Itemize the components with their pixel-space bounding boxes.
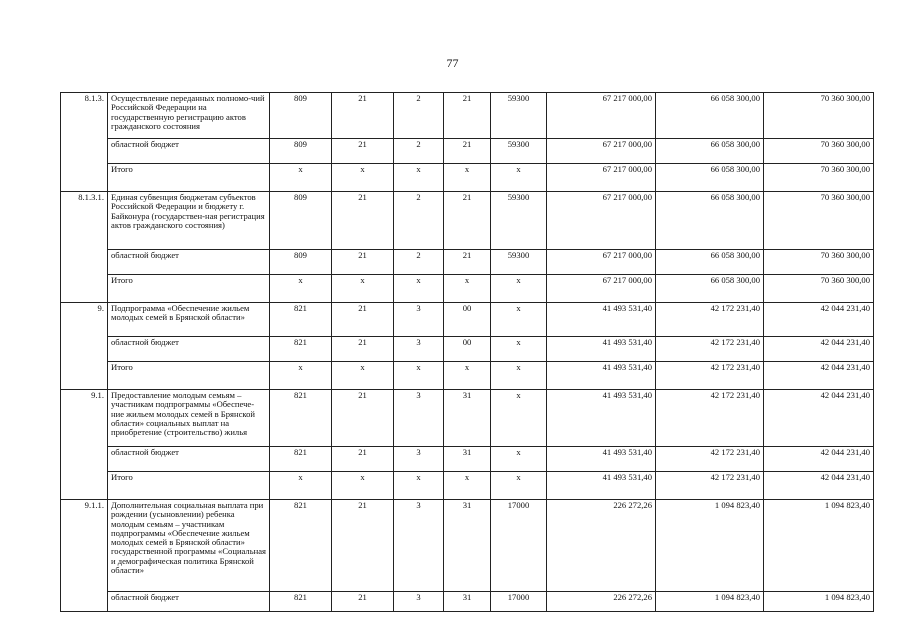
amount-year-1: 41 493 531,40	[547, 447, 656, 472]
amount-year-1: 67 217 000,00	[547, 275, 656, 303]
code-grbs: 821	[270, 592, 332, 612]
amount-year-3: 70 360 300,00	[764, 250, 874, 275]
code-grbs: 821	[270, 337, 332, 362]
amount-year-1: 41 493 531,40	[547, 362, 656, 390]
amount-year-2: 1 094 823,40	[656, 500, 764, 592]
amount-year-2: 66 058 300,00	[656, 93, 764, 139]
table-row	[61, 164, 874, 192]
code-direction: 17000	[491, 592, 547, 612]
code-program: 21	[332, 500, 394, 592]
code-main-event: 21	[444, 192, 491, 250]
amount-year-1: 226 272,26	[547, 500, 656, 592]
code-direction: 59300	[491, 192, 547, 250]
code-program: x	[332, 275, 394, 303]
table-row	[61, 447, 874, 472]
code-grbs: x	[270, 275, 332, 303]
table-row	[61, 303, 874, 337]
code-program: 21	[332, 192, 394, 250]
amount-year-3: 42 044 231,40	[764, 390, 874, 447]
amount-year-2: 66 058 300,00	[656, 250, 764, 275]
code-program: 21	[332, 337, 394, 362]
amount-year-1: 67 217 000,00	[547, 139, 656, 164]
code-subprogram: x	[394, 164, 444, 192]
table-row	[61, 390, 874, 447]
code-subprogram: 3	[394, 500, 444, 592]
row-label: областной бюджет	[108, 250, 270, 275]
amount-year-2: 42 172 231,40	[656, 390, 764, 447]
amount-year-2: 42 172 231,40	[656, 337, 764, 362]
code-program: 21	[332, 250, 394, 275]
code-subprogram: 3	[394, 303, 444, 337]
row-label: Итого	[108, 362, 270, 390]
code-grbs: 809	[270, 93, 332, 139]
row-number: 8.1.3.1.	[61, 192, 108, 303]
code-program: 21	[332, 447, 394, 472]
code-direction: x	[491, 447, 547, 472]
code-main-event: x	[444, 472, 491, 500]
code-program: 21	[332, 139, 394, 164]
code-main-event: 31	[444, 592, 491, 612]
amount-year-1: 67 217 000,00	[547, 250, 656, 275]
row-label: Дополнительная социальная выплата при рождении (усыновлении) ребенка молодым семьям – участникам подпрограммы «Обеспечение жильем молодых семей в Брянской области» государственной программы «Социальная и демографическая политика Брянской области»	[108, 500, 270, 592]
table-row	[61, 337, 874, 362]
code-grbs: 821	[270, 303, 332, 337]
code-main-event: 21	[444, 93, 491, 139]
table-body	[61, 93, 874, 612]
code-grbs: 809	[270, 250, 332, 275]
code-direction: x	[491, 303, 547, 337]
code-main-event: 21	[444, 139, 491, 164]
amount-year-3: 70 360 300,00	[764, 275, 874, 303]
code-direction: x	[491, 275, 547, 303]
code-program: 21	[332, 592, 394, 612]
row-label: областной бюджет	[108, 447, 270, 472]
amount-year-3: 42 044 231,40	[764, 303, 874, 337]
code-subprogram: 2	[394, 192, 444, 250]
code-main-event: 00	[444, 303, 491, 337]
amount-year-2: 66 058 300,00	[656, 192, 764, 250]
code-direction: 59300	[491, 93, 547, 139]
code-grbs: 809	[270, 192, 332, 250]
amount-year-3: 42 044 231,40	[764, 362, 874, 390]
code-subprogram: x	[394, 472, 444, 500]
code-subprogram: 2	[394, 139, 444, 164]
row-label: областной бюджет	[108, 337, 270, 362]
amount-year-3: 70 360 300,00	[764, 164, 874, 192]
code-grbs: 809	[270, 139, 332, 164]
code-subprogram: 3	[394, 337, 444, 362]
code-main-event: 31	[444, 447, 491, 472]
amount-year-2: 42 172 231,40	[656, 447, 764, 472]
amount-year-2: 42 172 231,40	[656, 362, 764, 390]
table-row	[61, 250, 874, 275]
code-program: x	[332, 362, 394, 390]
amount-year-2: 42 172 231,40	[656, 303, 764, 337]
code-grbs: x	[270, 472, 332, 500]
code-direction: 59300	[491, 250, 547, 275]
code-direction: x	[491, 362, 547, 390]
row-label: областной бюджет	[108, 592, 270, 612]
code-direction: x	[491, 164, 547, 192]
budget-table	[60, 92, 874, 612]
amount-year-1: 67 217 000,00	[547, 164, 656, 192]
code-program: 21	[332, 93, 394, 139]
row-label: Итого	[108, 164, 270, 192]
code-main-event: x	[444, 164, 491, 192]
amount-year-3: 1 094 823,40	[764, 592, 874, 612]
code-direction: 17000	[491, 500, 547, 592]
code-subprogram: 2	[394, 93, 444, 139]
amount-year-3: 1 094 823,40	[764, 500, 874, 592]
amount-year-2: 66 058 300,00	[656, 275, 764, 303]
amount-year-2: 1 094 823,40	[656, 592, 764, 612]
code-direction: 59300	[491, 139, 547, 164]
code-main-event: x	[444, 275, 491, 303]
amount-year-2: 42 172 231,40	[656, 472, 764, 500]
code-program: x	[332, 164, 394, 192]
table-row	[61, 472, 874, 500]
code-program: 21	[332, 303, 394, 337]
amount-year-1: 41 493 531,40	[547, 337, 656, 362]
code-main-event: 31	[444, 390, 491, 447]
code-subprogram: 3	[394, 390, 444, 447]
table-row	[61, 362, 874, 390]
page-number: 77	[446, 56, 459, 70]
amount-year-3: 42 044 231,40	[764, 447, 874, 472]
code-direction: x	[491, 472, 547, 500]
code-main-event: 00	[444, 337, 491, 362]
code-subprogram: 3	[394, 447, 444, 472]
code-main-event: 31	[444, 500, 491, 592]
row-number: 8.1.3.	[61, 93, 108, 192]
row-label: областной бюджет	[108, 139, 270, 164]
table-row	[61, 192, 874, 250]
code-subprogram: 3	[394, 592, 444, 612]
row-label: Единая субвенция бюджетам субъектов Российской Федерации и бюджету г. Байконура (государствен-ная регистрация актов гражданского состояния)	[108, 192, 270, 250]
amount-year-3: 42 044 231,40	[764, 337, 874, 362]
table-row	[61, 500, 874, 592]
code-subprogram: x	[394, 362, 444, 390]
row-label: Итого	[108, 275, 270, 303]
code-subprogram: x	[394, 275, 444, 303]
amount-year-3: 70 360 300,00	[764, 192, 874, 250]
code-subprogram: 2	[394, 250, 444, 275]
amount-year-3: 42 044 231,40	[764, 472, 874, 500]
code-grbs: x	[270, 362, 332, 390]
amount-year-1: 67 217 000,00	[547, 192, 656, 250]
amount-year-2: 66 058 300,00	[656, 164, 764, 192]
row-label: Предоставление молодым семьям – участникам подпрограммы «Обеспече-ние жильем молодых семей в Брянской области» социальных выплат на приобретение (строительство) жилья	[108, 390, 270, 447]
row-label: Подпрограмма «Обеспечение жильем молодых семей в Брянской области»	[108, 303, 270, 337]
code-grbs: 821	[270, 500, 332, 592]
amount-year-1: 67 217 000,00	[547, 93, 656, 139]
code-direction: x	[491, 390, 547, 447]
row-label: Осуществление переданных полномо-чий Российской Федерации на государственную регистрацию актов гражданского состояния	[108, 93, 270, 139]
row-number: 9.1.1.	[61, 500, 108, 612]
amount-year-1: 41 493 531,40	[547, 472, 656, 500]
amount-year-3: 70 360 300,00	[764, 139, 874, 164]
amount-year-1: 41 493 531,40	[547, 303, 656, 337]
code-grbs: 821	[270, 447, 332, 472]
row-label: Итого	[108, 472, 270, 500]
row-number: 9.1.	[61, 390, 108, 500]
amount-year-1: 226 272,26	[547, 592, 656, 612]
code-main-event: 21	[444, 250, 491, 275]
amount-year-2: 66 058 300,00	[656, 139, 764, 164]
amount-year-1: 41 493 531,40	[547, 390, 656, 447]
code-grbs: x	[270, 164, 332, 192]
code-grbs: 821	[270, 390, 332, 447]
row-number: 9.	[61, 303, 108, 390]
table-row	[61, 139, 874, 164]
table-row	[61, 275, 874, 303]
code-main-event: x	[444, 362, 491, 390]
code-direction: x	[491, 337, 547, 362]
amount-year-3: 70 360 300,00	[764, 93, 874, 139]
table-row	[61, 592, 874, 612]
table-row	[61, 93, 874, 139]
code-program: x	[332, 472, 394, 500]
code-program: 21	[332, 390, 394, 447]
